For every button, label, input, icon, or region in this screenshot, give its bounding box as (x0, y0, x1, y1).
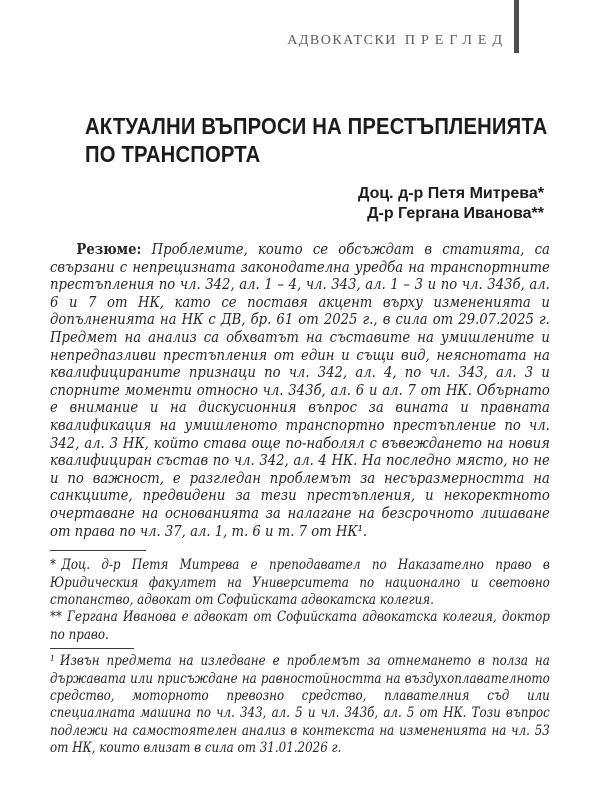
footnote-marker-asterisk: * (50, 557, 56, 574)
footnote-author-1-text: Доц. д-р Петя Митрева е преподавател по Наказателно право в Юридическия факултет на Университета по национално и световно стопанство, адвокат от Софийската адвокатска колегия. (50, 557, 550, 608)
authors-block (0, 184, 544, 224)
footnote-marker-double-asterisk: ** (50, 609, 62, 626)
author-line-1: Доц. д-р Петя Митрева* (357, 185, 544, 202)
abstract-text: Проблемите, които се обсъждат в статията, са свързани с непрецизната законодателна уредба на транспортните престъпления по чл. 342, ал. 1 – 4, чл. 343, ал. 1 – 3 и по чл. 343б, ал. 6 и 7 от НК, като се поставя акцент върху измененията и допълненията на НК с ДВ, бр. 61 от 2025 г., в сила от 29.07.2025 г. Предмет на анализ са обхватът на съставите на умишлените и непредпазливи престъпления от един и същи вид, неяснотата на квалифицираните признаци по чл. 342, ал. 4, по чл. 343, ал. 3 и спорните моменти относно чл. 343б, ал. 6 и ал. 7 от НК. Обърнато е внимание и на дискусионния въпрос за вината и правната квалификация на умишленото транспортно престъпление по чл. 342, ал. 3 НК, който става още по-наболял с въвеждането на новия квалифициран състав по чл. 342, ал. 4 НК. На последно място, но не и по важност, е разгледан проблемът за несъразмерността на санкциите, предвидени за тези престъпления, и некоректното очертаване на основанията за налагане на безсрочното лишаване от права по чл. 37, ал. 1, т. 6 и т. 7 от НК¹. (50, 240, 550, 540)
footnote-author-2 (50, 609, 550, 644)
footnote-author-2-text: Гергана Иванова е адвокат от Софийската адвокатска колегия, доктор по право. (50, 609, 550, 643)
header-rule (514, 0, 519, 53)
page-title-line2: ПО ТРАНСПОРТА (85, 141, 261, 167)
abstract-label: Резюме: (76, 240, 142, 258)
journal-name-word2: ПРЕГЛЕД (404, 33, 508, 48)
footnote-author-1 (50, 557, 550, 609)
journal-name-word1: АДВОКАТСКИ (287, 33, 397, 48)
footnote-separator-1 (50, 550, 146, 551)
abstract-paragraph (50, 241, 550, 540)
footnote-separator-2 (50, 648, 134, 649)
footnote-1-text: Извън предмета на изледване е проблемът за отнемането в полза на държавата или присъждане на равностойността на въздухоплавателното средство, моторното превозно средство, плавателния съд или специалната машина по чл. 343, ал. 5 и чл. 343б, ал. 5 от НК. Този въпрос подлежи на самостоятелен анализ в контекста на измененията на чл. 53 от НК, които влизат в сила от 31.01.2026 г. (50, 653, 550, 757)
footnote-1 (50, 653, 550, 757)
footnote-marker-1: ¹ (50, 653, 55, 670)
journal-header (287, 33, 508, 49)
page-title-line1: АКТУАЛНИ ВЪПРОСИ НА ПРЕСТЪПЛЕНИЯТА (85, 113, 548, 139)
author-line-2: Д-р Гергана Иванова** (367, 205, 544, 222)
page-title (85, 112, 548, 168)
